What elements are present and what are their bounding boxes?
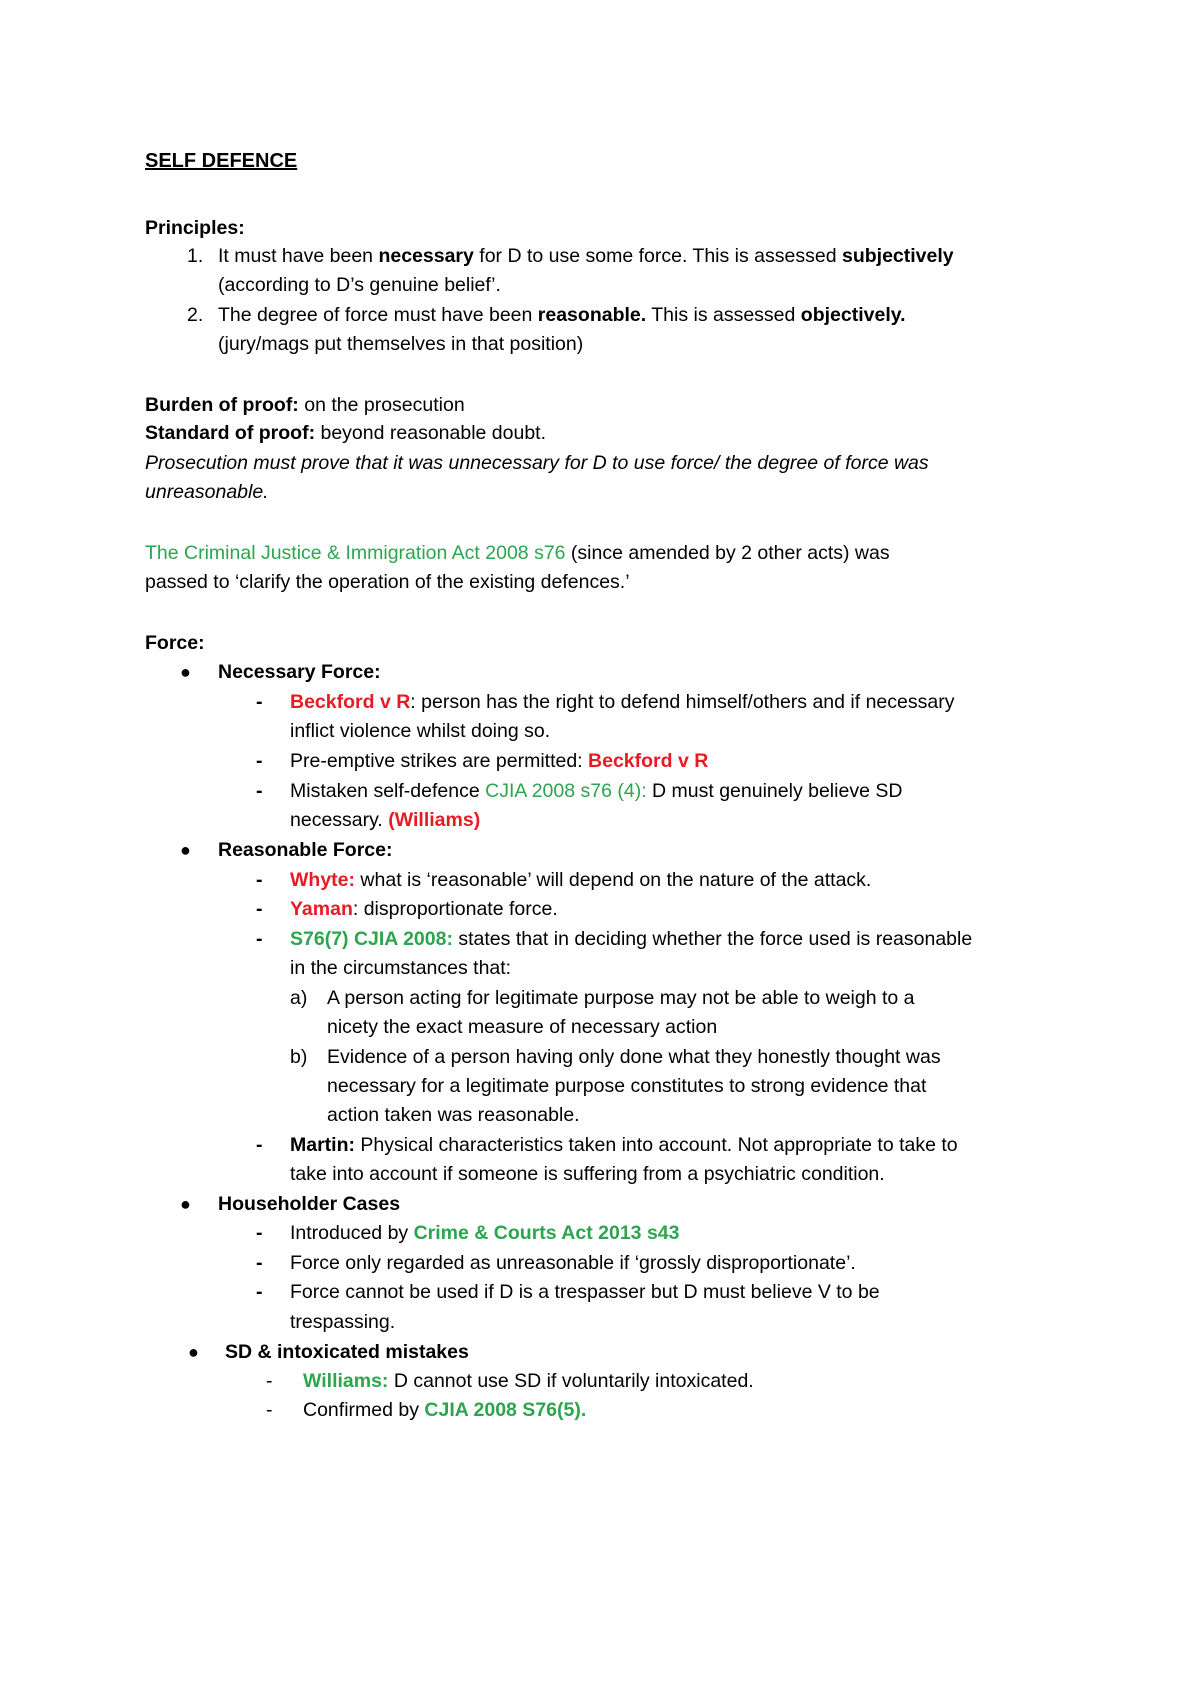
principle-2-number: 2.: [187, 304, 204, 326]
cjia-intro-line-1: The Criminal Justice & Immigration Act 2008 s76 (since amended by 2 other acts) was: [145, 542, 890, 564]
sub-item-a-line-1: A person acting for legitimate purpose may not be able to weigh to a: [327, 987, 915, 1009]
reasonable-item-3-line-2: in the circumstances that:: [290, 957, 512, 979]
dash-icon: -: [256, 1252, 263, 1274]
burden-of-proof: Burden of proof: on the prosecution: [145, 394, 465, 416]
necessary-force-heading: Necessary Force:: [218, 661, 381, 683]
reasonable-force-heading: Reasonable Force:: [218, 839, 393, 861]
sub-item-b-line-3: action taken was reasonable.: [327, 1104, 580, 1126]
intoxicated-item-1: Williams: D cannot use SD if voluntarily intoxicated.: [303, 1370, 754, 1392]
intoxicated-mistakes-heading: SD & intoxicated mistakes: [225, 1341, 469, 1363]
dash-icon: -: [256, 1222, 263, 1244]
reasonable-item-4-line-2: take into account if someone is suffering from a psychiatric condition.: [290, 1163, 885, 1185]
page-title: SELF DEFENCE: [145, 150, 298, 172]
principle-1-line-1: It must have been necessary for D to use some force. This is assessed subjectively: [218, 245, 954, 267]
principle-2-line-2: (jury/mags put themselves in that position): [218, 333, 584, 355]
dash-icon: -: [256, 869, 263, 891]
dash-icon: -: [256, 1134, 263, 1156]
bullet-icon: ●: [180, 662, 191, 682]
householder-item-3-line-2: trespassing.: [290, 1311, 396, 1333]
principle-1-number: 1.: [187, 245, 204, 267]
reasonable-item-3-line-1: S76(7) CJIA 2008: states that in deciding whether the force used is reasonable: [290, 928, 973, 950]
necessary-item-3-line-2: necessary. (Williams): [290, 809, 481, 831]
householder-cases-heading: Householder Cases: [218, 1193, 401, 1215]
sub-item-a-label: a): [290, 987, 308, 1009]
householder-item-2: Force only regarded as unreasonable if ‘grossly disproportionate’.: [290, 1252, 856, 1274]
sub-item-a-line-2: nicety the exact measure of necessary action: [327, 1016, 718, 1038]
principles-heading: Principles:: [145, 217, 245, 239]
dash-icon: -: [266, 1399, 273, 1421]
necessary-item-2: Pre-emptive strikes are permitted: Beckford v R: [290, 750, 709, 772]
bullet-icon: ●: [180, 1194, 191, 1214]
bullet-icon: ●: [180, 840, 191, 860]
principle-1-line-2: (according to D’s genuine belief’.: [218, 274, 501, 296]
necessary-item-1-line-2: inflict violence whilst doing so.: [290, 720, 551, 742]
dash-icon: -: [256, 750, 263, 772]
standard-of-proof: Standard of proof: beyond reasonable doubt.: [145, 422, 547, 444]
necessary-item-1-line-1: Beckford v R: person has the right to defend himself/others and if necessary: [290, 691, 955, 713]
sub-item-b-line-1: Evidence of a person having only done what they honestly thought was: [327, 1046, 941, 1068]
dash-icon: -: [256, 898, 263, 920]
prosecution-note-line-2: unreasonable.: [145, 481, 269, 503]
necessary-item-3-line-1: Mistaken self-defence CJIA 2008 s76 (4): D must genuinely believe SD: [290, 780, 903, 802]
sub-item-b-line-2: necessary for a legitimate purpose constitutes to strong evidence that: [327, 1075, 927, 1097]
reasonable-item-1: Whyte: what is ‘reasonable’ will depend on the nature of the attack.: [290, 869, 872, 891]
cjia-act-reference: The Criminal Justice & Immigration Act 2008 s76: [145, 542, 566, 564]
dash-icon: -: [256, 928, 263, 950]
dash-icon: -: [266, 1370, 273, 1392]
householder-item-1: Introduced by Crime & Courts Act 2013 s43: [290, 1222, 680, 1244]
force-heading: Force:: [145, 632, 205, 654]
householder-item-3-line-1: Force cannot be used if D is a trespasser but D must believe V to be: [290, 1281, 880, 1303]
dash-icon: -: [256, 780, 263, 802]
sub-item-b-label: b): [290, 1046, 308, 1068]
intoxicated-item-2: Confirmed by CJIA 2008 S76(5).: [303, 1399, 587, 1421]
bullet-icon: ●: [188, 1342, 199, 1362]
prosecution-note-line-1: Prosecution must prove that it was unnecessary for D to use force/ the degree of force was: [145, 452, 929, 474]
dash-icon: -: [256, 691, 263, 713]
reasonable-item-2: Yaman: disproportionate force.: [290, 898, 558, 920]
reasonable-item-4-line-1: Martin: Physical characteristics taken into account. Not appropriate to take to: [290, 1134, 958, 1156]
dash-icon: -: [256, 1281, 263, 1303]
principle-2-line-1: The degree of force must have been reasonable. This is assessed objectively.: [218, 304, 906, 326]
cjia-intro-line-2: passed to ‘clarify the operation of the existing defences.’: [145, 571, 630, 593]
